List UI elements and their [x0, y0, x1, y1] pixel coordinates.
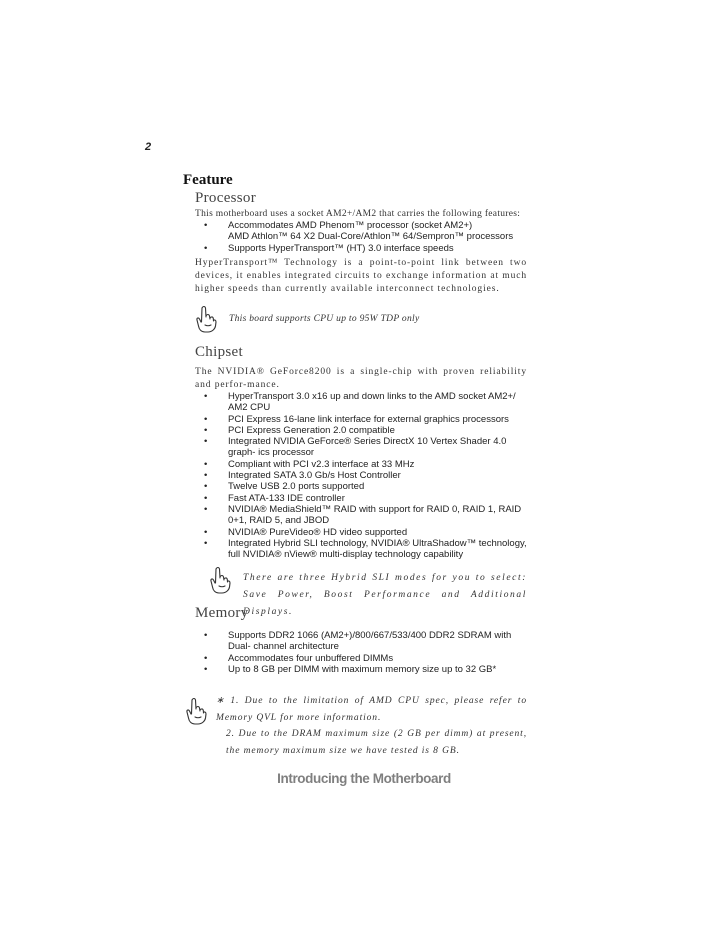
- footer-title: Introducing the Motherboard: [277, 770, 451, 787]
- pointing-hand-icon: [207, 566, 233, 594]
- list-item: • Integrated Hybrid SLI technology, NVIDIA® UltraShadow™ technology, full NVIDIA® nView® multi-display technology capability: [204, 537, 527, 561]
- list-item: • Integrated SATA 3.0 Gb/s Host Controller: [204, 470, 401, 482]
- section-heading-feature: Feature: [183, 172, 233, 188]
- list-item: • PCI Express 16-lane link interface for external graphics processors: [204, 413, 509, 425]
- list-item: • PCI Express Generation 2.0 compatible: [204, 424, 395, 436]
- memory-bullets: [195, 630, 535, 675]
- list-item: • Up to 8 GB per DIMM with maximum memory size up to 32 GB*: [204, 663, 497, 675]
- pointing-hand-icon: [193, 305, 219, 333]
- list-item: • Fast ATA-133 IDE controller: [204, 492, 345, 504]
- chipset-intro: The NVIDIA® GeForce8200 is a single-chip with proven reliability and perfor-mance.: [195, 367, 527, 390]
- heading-memory: Memory: [195, 605, 249, 621]
- list-item: AMD Athlon™ 64 X2 Dual-Core/Athlon™ 64/Sempron™ processors: [228, 231, 514, 243]
- hypertransport-description: HyperTransport™ Technology is a point-to-point link between two devices, it enables integrated circuits to exchange information at much higher speeds than currently available interconnect technologies.: [195, 258, 527, 294]
- list-item: • NVIDIA® MediaShield™ RAID with support for RAID 0, RAID 1, RAID 0+1, RAID 5, and JBOD: [204, 503, 522, 527]
- list-item: • Supports HyperTransport™ (HT) 3.0 interface speeds: [204, 242, 454, 254]
- list-item: • Accommodates four unbuffered DIMMs: [204, 652, 394, 664]
- processor-intro: This motherboard uses a socket AM2+/AM2 that carries the following features:: [195, 209, 521, 219]
- list-item: • NVIDIA® PureVideo® HD video supported: [204, 526, 408, 538]
- pointing-hand-icon: [183, 697, 209, 725]
- memory-note-1: ∗ 1. Due to the limitation of AMD CPU spec, please refer to Memory QVL for more information.: [216, 696, 527, 723]
- list-item: • Compliant with PCI v2.3 interface at 33 MHz: [204, 458, 415, 470]
- heading-processor: Processor: [195, 190, 257, 206]
- list-item: • HyperTransport 3.0 x16 up and down links to the AMD socket AM2+/ AM2 CPU: [204, 391, 516, 414]
- hybrid-sli-note: There are three Hybrid SLI modes for you to select: Save Power, Boost Performance and Additional Displays.: [243, 573, 527, 617]
- processor-bullets: [195, 220, 530, 254]
- chipset-bullets: [195, 391, 535, 560]
- heading-chipset: Chipset: [195, 344, 243, 360]
- list-item: • Supports DDR2 1066 (AM2+)/800/667/533/400 DDR2 SDRAM with Dual- channel architecture: [204, 630, 512, 653]
- cpu-tdp-note: This board supports CPU up to 95W TDP only: [229, 314, 420, 324]
- list-item: • Integrated NVIDIA GeForce® Series DirectX 10 Vertex Shader 4.0 graph- ics processor: [204, 436, 507, 459]
- memory-note-2: 2. Due to the DRAM maximum size (2 GB per dimm) at present, the memory maximum size we have tested is 8 GB.: [226, 729, 527, 756]
- list-item: • Accommodates AMD Phenom™ processor (socket AM2+): [204, 220, 473, 231]
- page-number: 2: [145, 141, 152, 153]
- list-item: • Twelve USB 2.0 ports supported: [204, 481, 365, 493]
